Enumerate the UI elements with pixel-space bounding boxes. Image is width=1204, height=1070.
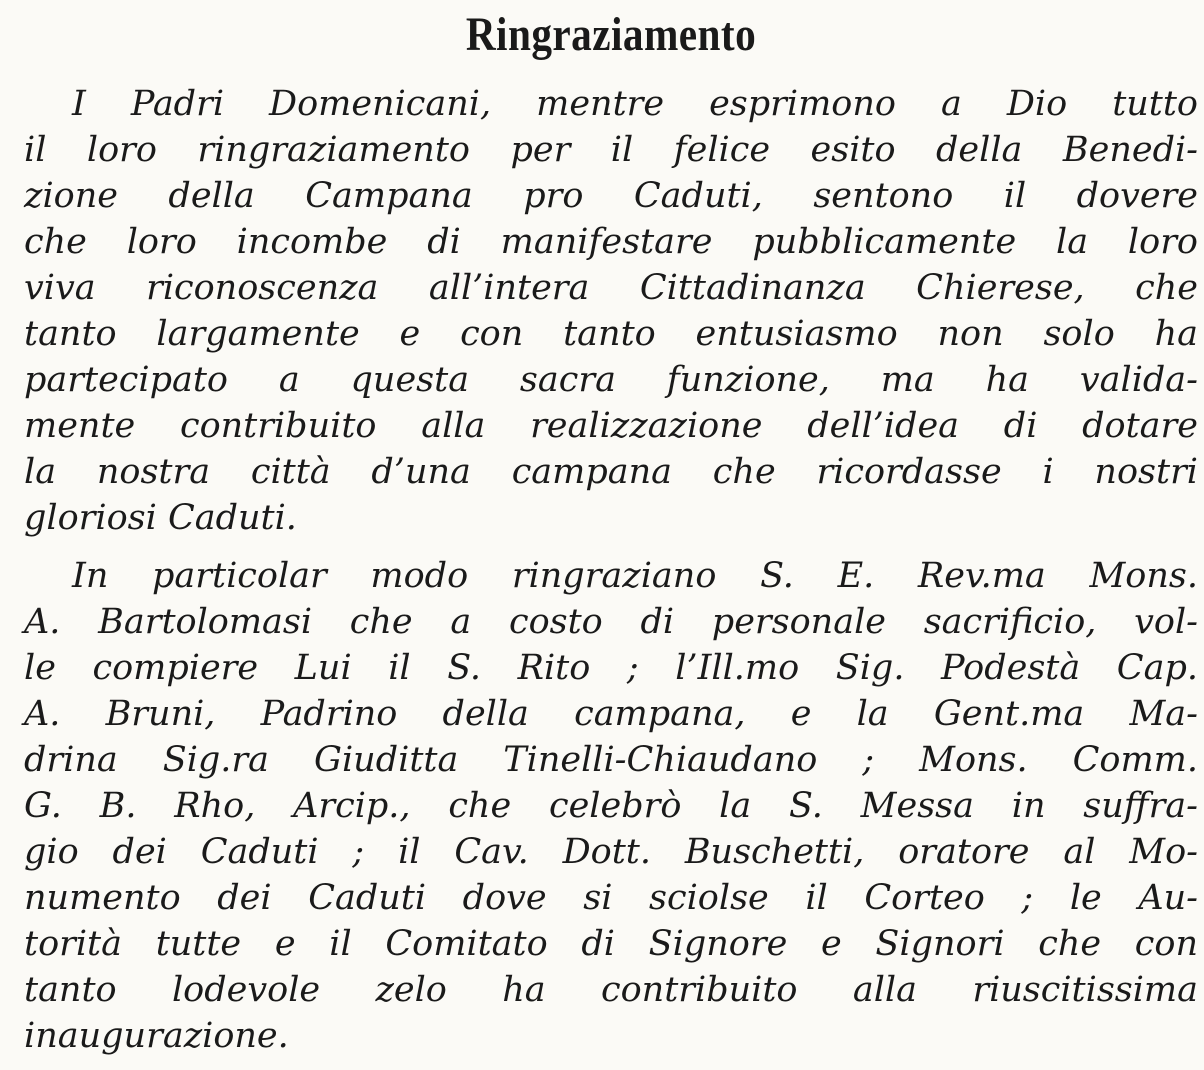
text-line: A. Bruni, Padrino della campana, e la Gent.ma Ma-	[24, 694, 1198, 734]
text-line: torità tutte e il Comitato di Signore e Signori che con	[24, 924, 1198, 964]
text-line: che loro incombe di manifestare pubblicamente la loro	[24, 222, 1198, 262]
text-line: tanto largamente e con tanto entusiasmo non solo ha	[24, 314, 1198, 354]
text-line: tanto lodevole zelo ha contribuito alla riuscitissima	[24, 970, 1198, 1010]
text-line: A. Bartolomasi che a costo di personale sacrificio, vol-	[24, 602, 1198, 642]
paragraph-1	[24, 81, 1198, 541]
text-line: il loro ringraziamento per il felice esito della Benedi-	[24, 130, 1198, 170]
text-line: partecipato a questa sacra funzione, ma ha valida-	[24, 360, 1198, 400]
text-line: mente contribuito alla realizzazione dell’idea di dotare	[24, 406, 1198, 446]
article-title: Ringraziamento	[465, 8, 757, 61]
text-line: le compiere Lui il S. Rito ; l’Ill.mo Sig. Podestà Cap.	[24, 648, 1198, 688]
text-line: gio dei Caduti ; il Cav. Dott. Buschetti, oratore al Mo-	[24, 832, 1198, 872]
text-line: G. B. Rho, Arcip., che celebrò la S. Messa in suffra-	[24, 786, 1198, 826]
text-line: inaugurazione.	[24, 1016, 289, 1056]
text-line: I Padri Domenicani, mentre esprimono a Dio tutto	[72, 84, 1198, 124]
text-line: In particolar modo ringraziano S. E. Rev.ma Mons.	[72, 556, 1198, 596]
text-line: zione della Campana pro Caduti, sentono il dovere	[24, 176, 1198, 216]
paragraph-2	[24, 553, 1198, 1059]
text-line: viva riconoscenza all’intera Cittadinanza Chierese, che	[24, 268, 1198, 308]
text-line: numento dei Caduti dove si sciolse il Corteo ; le Au-	[24, 878, 1198, 918]
text-line: la nostra città d’una campana che ricordasse i nostri	[24, 452, 1198, 492]
text-line: gloriosi Caduti.	[24, 498, 297, 538]
text-line: drina Sig.ra Giuditta Tinelli-Chiaudano ; Mons. Comm.	[24, 740, 1198, 780]
